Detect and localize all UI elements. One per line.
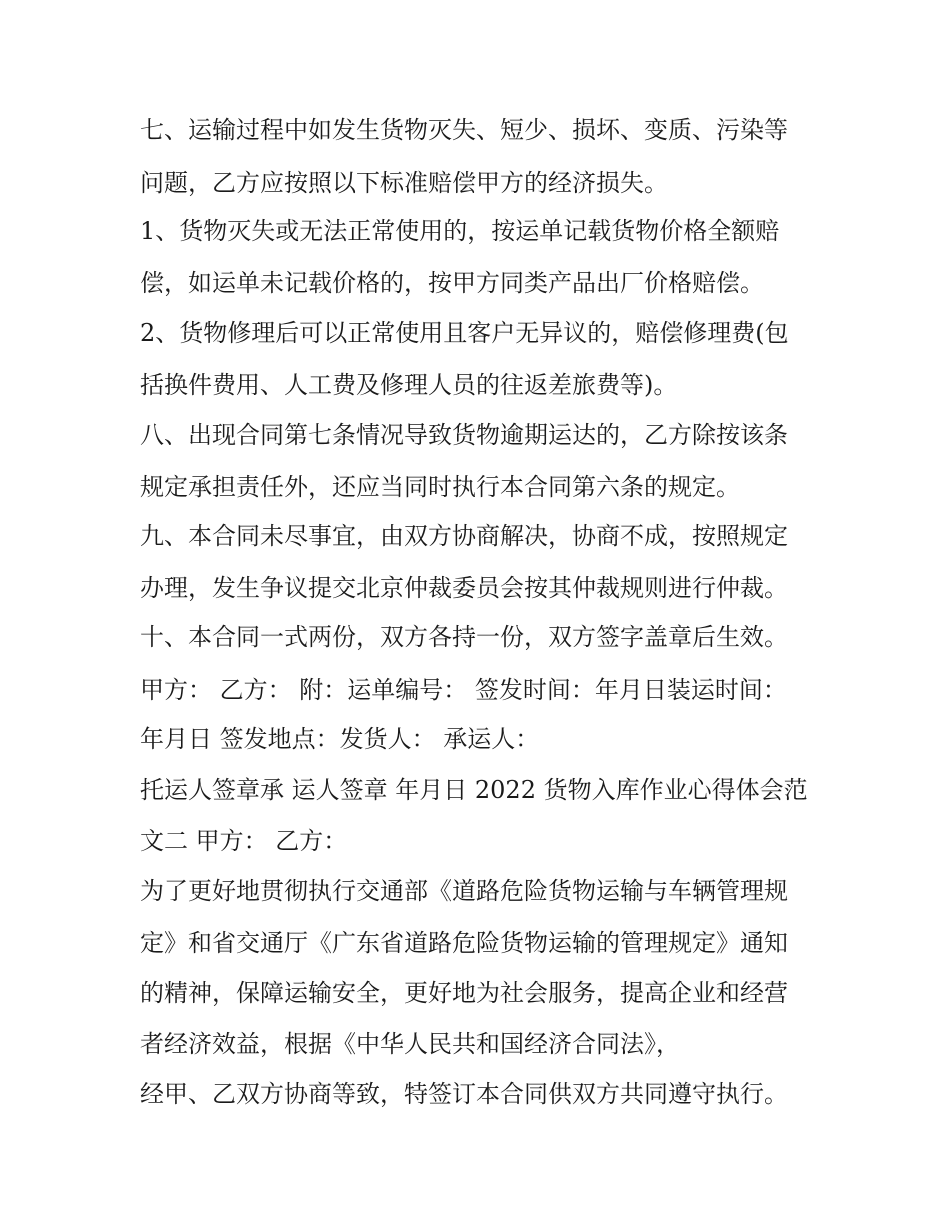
text-line: 偿，如运单未记载价格的，按甲方同类产品出厂价格赔偿。 — [140, 269, 764, 297]
text-line: 经甲、乙双方协商等致，特签订本合同供双方共同遵守执行。 — [140, 1080, 788, 1108]
text-line: 问题，乙方应按照以下标准赔偿甲方的经济损失。 — [140, 169, 668, 197]
text-line: 办理，发生争议提交北京仲裁委员会按其仲裁规则进行仲裁。 — [140, 574, 788, 602]
text-line: 甲方： 乙方： 附：运单编号： 签发时间：年月日装运时间： — [140, 676, 787, 704]
text-line: 九、本合同未尽事宜，由双方协商解决，协商不成，按照规定 — [140, 522, 788, 550]
text-line: 括换件费用、人工费及修理人员的往返差旅费等)。 — [140, 371, 678, 399]
text-line: 为了更好地贯彻执行交通部《道路危险货物运输与车辆管理规 — [140, 877, 788, 905]
text-line: 七、运输过程中如发生货物灭失、短少、损坏、变质、污染等 — [140, 116, 788, 144]
text-line: 文二 甲方： 乙方： — [140, 827, 348, 855]
text-line: 十、本合同一式两份，双方各持一份，双方签字盖章后生效。 — [140, 623, 788, 651]
text-line: 定》和省交通厅《广东省道路危险货物运输的管理规定》通知 — [140, 929, 788, 957]
text-line: 规定承担责任外，还应当同时执行本合同第六条的规定。 — [140, 473, 740, 501]
text-line: 年月日 签发地点：发货人： 承运人： — [140, 725, 540, 753]
text-line: 八、出现合同第七条情况导致货物逾期运达的，乙方除按该条 — [140, 421, 788, 449]
text-line: 1、货物灭失或无法正常使用的，按运单记载货物价格全额赔 — [140, 217, 780, 245]
text-line: 者经济效益，根据《中华人民共和国经济合同法》， — [140, 1030, 680, 1058]
text-line: 2、货物修理后可以正常使用且客户无异议的，赔偿修理费(包 — [140, 319, 789, 347]
text-line: 托运人签章承 运人签章 年月日 2022 货物入库作业心得体会范 — [140, 776, 808, 804]
text-line: 的精神，保障运输安全，更好地为社会服务，提高企业和经营 — [140, 979, 788, 1007]
